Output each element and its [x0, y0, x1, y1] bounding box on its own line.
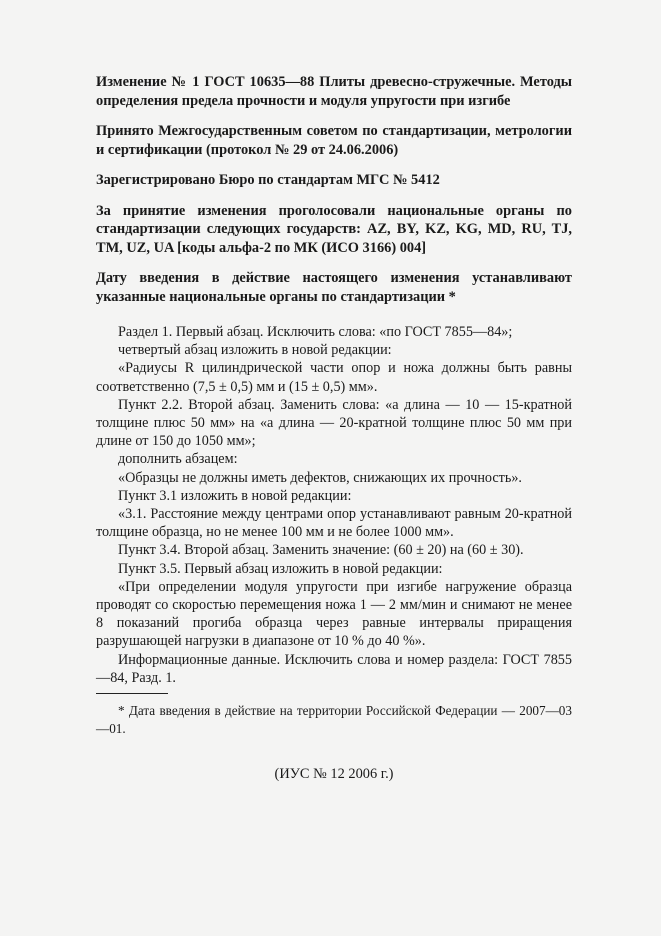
body-paragraph: «3.1. Расстояние между центрами опор устанавливают равным 20-кратной толщине образца, но не менее 100 мм и не более 1000 мм».: [96, 506, 572, 541]
body-paragraph: «Образцы не должны иметь дефектов, снижающих их прочность».: [118, 469, 522, 486]
footnote: * Дата введения в действие на территории Российской Федерации — 2007—03—01.: [96, 703, 572, 736]
body-paragraph: четвертый абзац изложить в новой редакции:: [118, 342, 392, 359]
body-paragraph: Пункт 3.5. Первый абзац изложить в новой редакции:: [118, 560, 443, 577]
adoption-statement: Принято Межгосударственным советом по стандартизации, метрологии и сертификации (протокол № 29 от 24.06.2006): [96, 123, 572, 158]
body-paragraph: дополнить абзацем:: [118, 451, 238, 468]
body-paragraph: Информационные данные. Исключить слова и номер раздела: ГОСТ 7855—84, Разд. 1.: [96, 651, 572, 686]
publication-source: (ИУС № 12 2006 г.): [274, 766, 394, 783]
footnote-divider: [96, 693, 168, 694]
amendment-body: [96, 323, 572, 687]
body-paragraph: Пункт 2.2. Второй абзац. Заменить слова: «а длина — 10 — 15-кратной толщине плюс 50 мм» на «а длина — 20-кратной толщине плюс 50 мм при длине от 150 до 1050 мм»;: [96, 396, 572, 450]
body-paragraph: Раздел 1. Первый абзац. Исключить слова: «по ГОСТ 7855—84»;: [118, 324, 513, 340]
body-paragraph: «При определении модуля упругости при изгибе нагружение образца проводят со скоростью перемещения ножа 1 — 2 мм/мин и снимают не менее 8 показаний прогиба образца через равные интервалы приращения разрушающей нагрузки в диапазоне от 10 % до 40 %».: [96, 578, 572, 650]
document-content: [96, 73, 572, 783]
body-paragraph: «Радиусы R цилиндрической части опор и ножа должны быть равны соответственно (7,5 ± 0,5) мм и (15 ± 0,5) мм».: [96, 360, 572, 395]
effective-date-statement: Дату введения в действие настоящего изменения устанавливают указанные национальные органы по стандартизации *: [96, 270, 572, 305]
body-paragraph: Пункт 3.1 изложить в новой редакции:: [118, 487, 352, 504]
amendment-title: Изменение № 1 ГОСТ 10635—88 Плиты древесно-стружечные. Методы определения предела прочности и модуля упругости при изгибе: [96, 74, 572, 109]
body-paragraph: Пункт 3.4. Второй абзац. Заменить значение: (60 ± 20) на (60 ± 30).: [118, 542, 524, 559]
voting-statement: За принятие изменения проголосовали национальные органы по стандартизации следующих государств: AZ, BY, KZ, KG, MD, RU, TJ, TM, UZ, UA [коды альфа-2 по МК (ИСО 3166) 004]: [96, 202, 572, 256]
registration-statement: Зарегистрировано Бюро по стандартам МГС № 5412: [96, 172, 440, 188]
